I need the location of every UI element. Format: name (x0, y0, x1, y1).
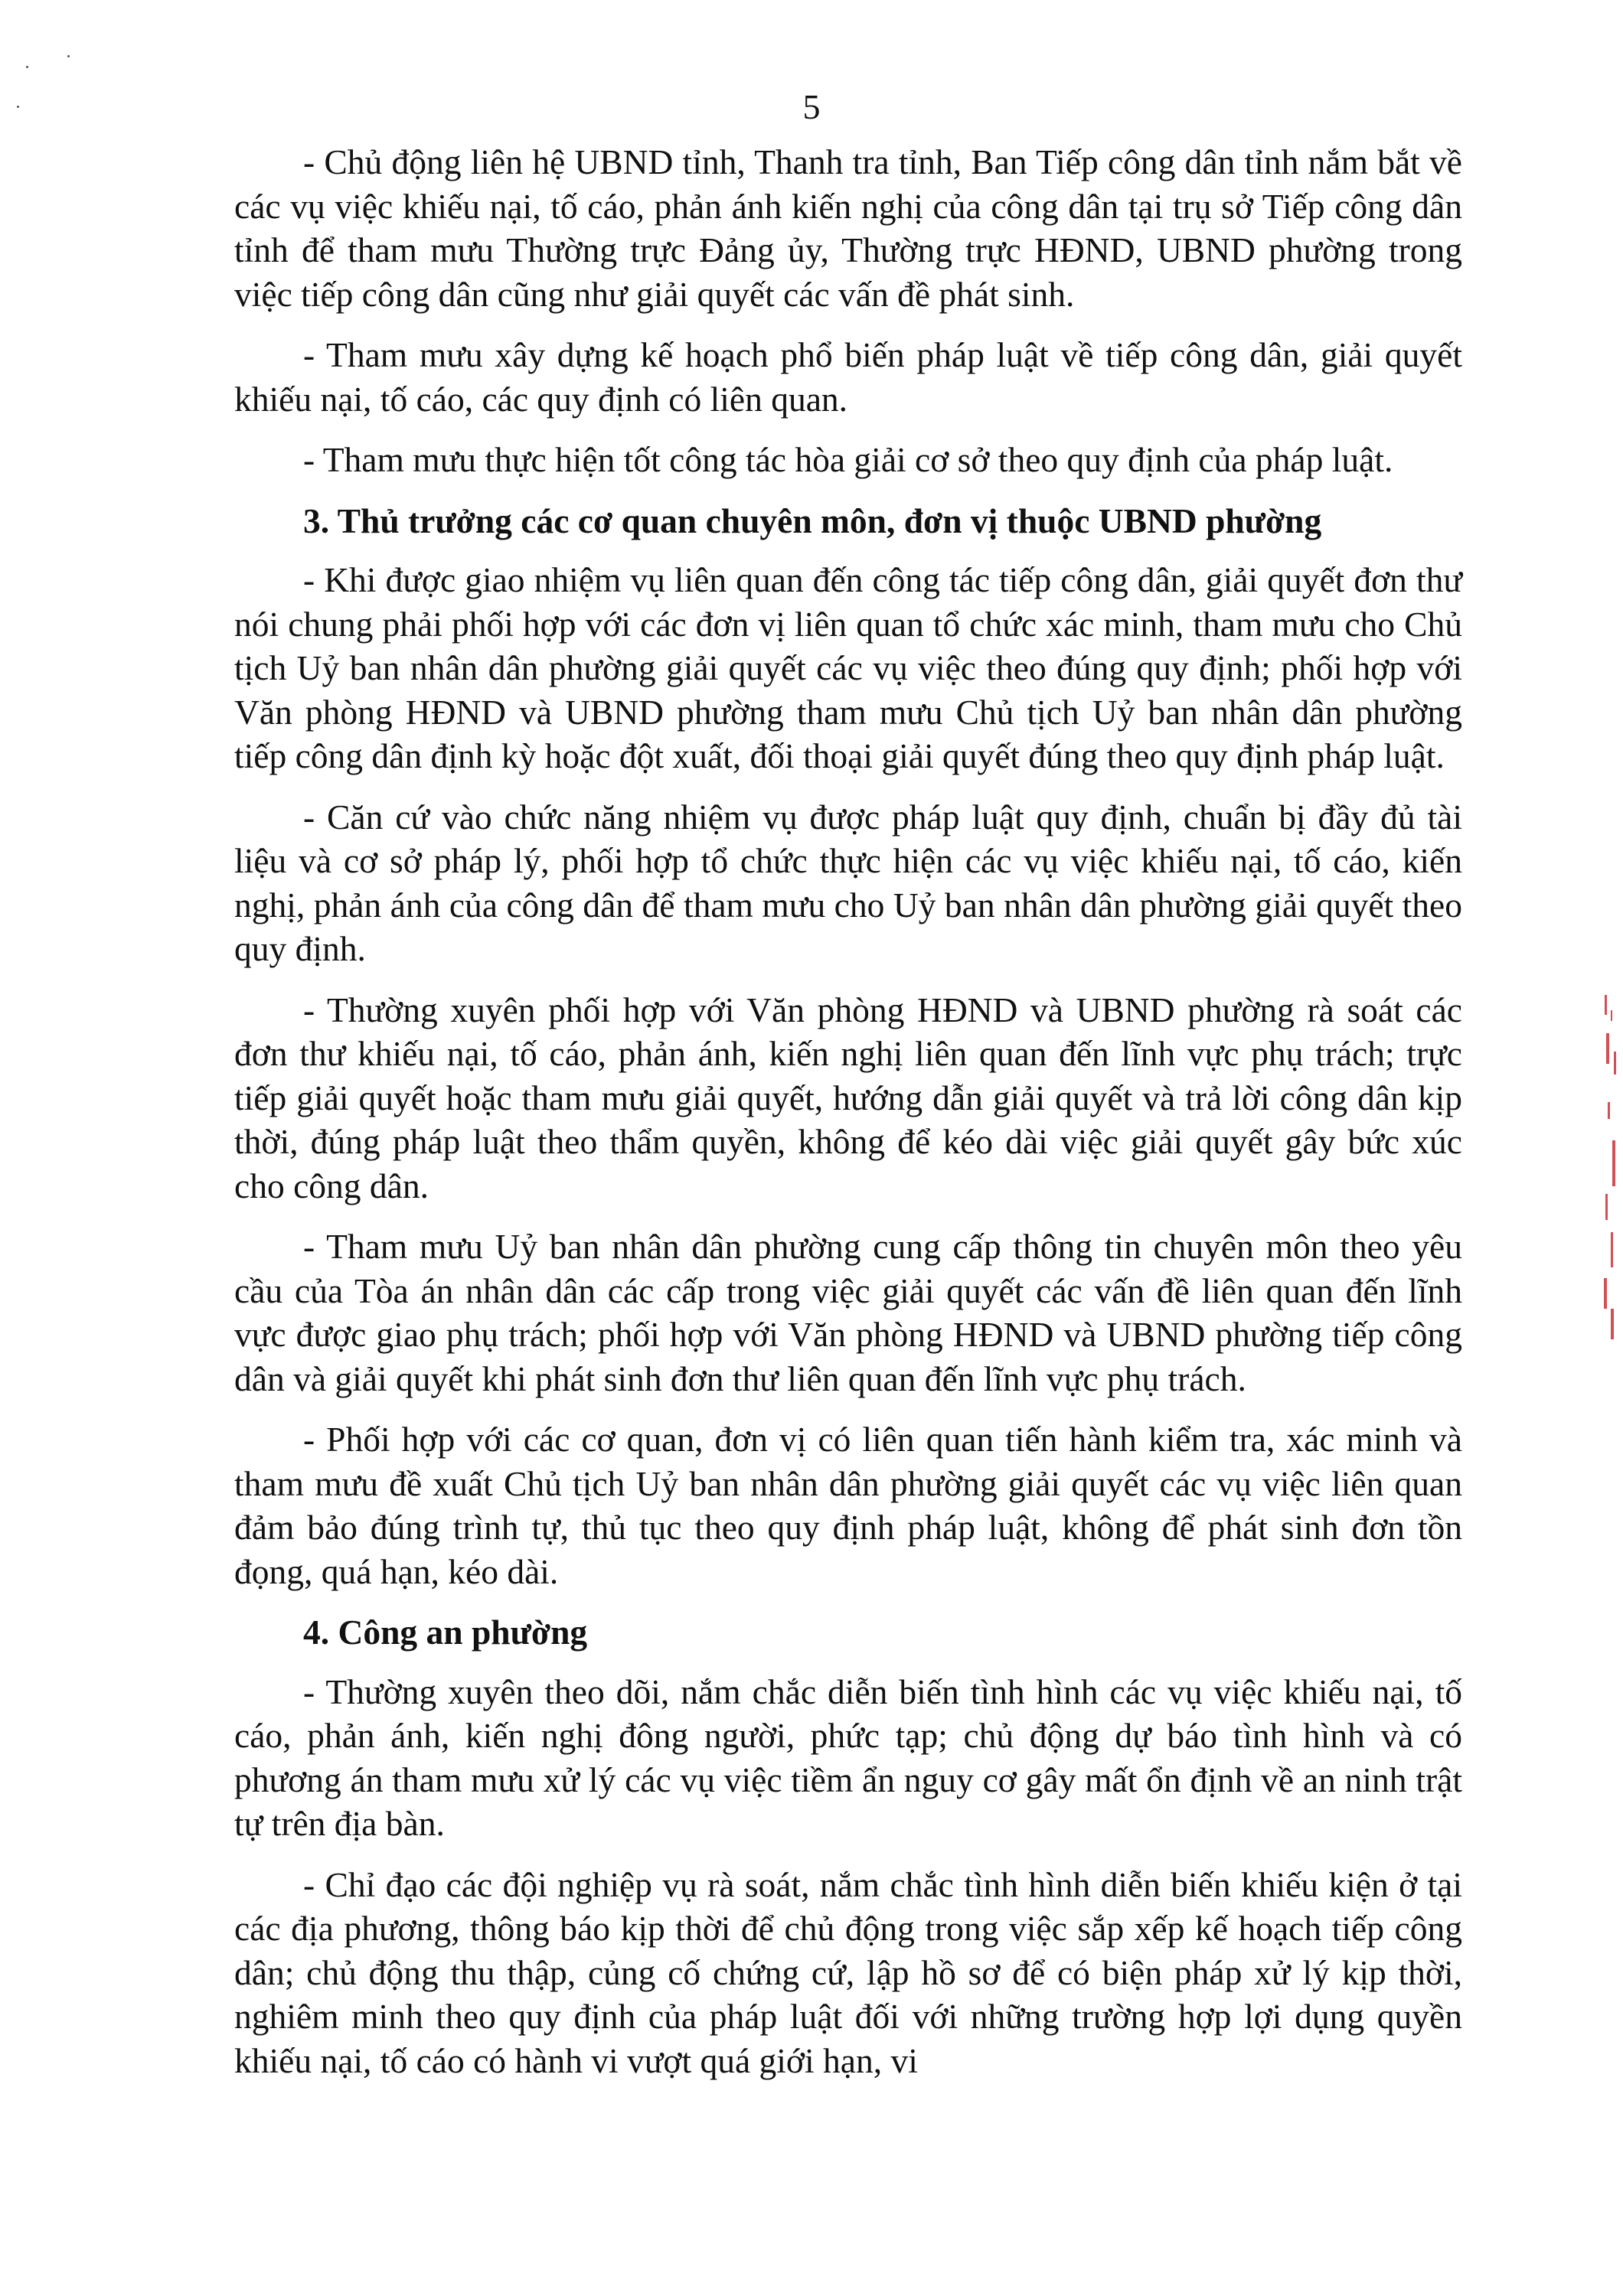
section-heading: 4. Công an phường (303, 1613, 588, 1652)
body-paragraph: - Căn cứ vào chức năng nhiệm vụ được pháp luật quy định, chuẩn bị đầy đủ tài liệu và cơ sở pháp lý, phối hợp tổ chức thực hiện các vụ việc khiếu nại, tố cáo, kiến nghị, phản ánh của công dân để tham mưu cho Uỷ ban nhân dân phường giải quyết theo quy định. (234, 797, 1462, 968)
body-paragraph: - Tham mưu thực hiện tốt công tác hòa giải cơ sở theo quy định của pháp luật. (303, 440, 1393, 479)
document-body (234, 140, 1462, 2099)
body-paragraph: - Thường xuyên phối hợp với Văn phòng HĐND và UBND phường rà soát các đơn thư khiếu nại, tố cáo, phản ánh, kiến nghị liên quan đến lĩnh vực phụ trách; trực tiếp giải quyết hoặc tham mưu giải quyết, hướng dẫn giải quyết và trả lời công dân kịp thời, đúng pháp luật theo thẩm quyền, không để kéo dài việc giải quyết gây bức xúc cho công dân. (234, 990, 1462, 1205)
section-heading: 3. Thủ trưởng các cơ quan chuyên môn, đơn vị thuộc UBND phường (303, 501, 1322, 540)
seal-stamp-edge-icon (1602, 987, 1621, 1347)
body-paragraph: - Thường xuyên theo dõi, nắm chắc diễn biến tình hình các vụ việc khiếu nại, tố cáo, phản ánh, kiến nghị đông người, phức tạp; chủ động dự báo tình hình và có phương án tham mưu xử lý các vụ việc tiềm ẩn nguy cơ gây mất ổn định về an ninh trật tự trên địa bàn. (234, 1671, 1462, 1843)
body-paragraph: - Khi được giao nhiệm vụ liên quan đến công tác tiếp công dân, giải quyết đơn thư nói chung phải phối hợp với các đơn vị liên quan tổ chức xác minh, tham mưu cho Chủ tịch Uỷ ban nhân dân phường giải quyết các vụ việc theo đúng quy định; phối hợp với Văn phòng HĐND và UBND phường tham mưu Chủ tịch Uỷ ban nhân dân phường tiếp công dân định kỳ hoặc đột xuất, đối thoại giải quyết đúng theo quy định pháp luật. (234, 560, 1462, 775)
body-paragraph: - Tham mưu xây dựng kế hoạch phổ biến pháp luật về tiếp công dân, giải quyết khiếu nại, tố cáo, các quy định có liên quan. (234, 335, 1462, 419)
body-paragraph: - Tham mưu Uỷ ban nhân dân phường cung cấp thông tin chuyên môn theo yêu cầu của Tòa án nhân dân các cấp trong việc giải quyết các vấn đề liên quan đến lĩnh vực được giao phụ trách; phối hợp với Văn phòng HĐND và UBND phường tiếp công dân và giải quyết khi phát sinh đơn thư liên quan đến lĩnh vực phụ trách. (234, 1227, 1462, 1398)
body-paragraph: - Phối hợp với các cơ quan, đơn vị có liên quan tiến hành kiểm tra, xác minh và tham mưu đề xuất Chủ tịch Uỷ ban nhân dân phường giải quyết các vụ việc liên quan đảm bảo đúng trình tự, thủ tục theo quy định pháp luật, không để phát sinh đơn tồn đọng, quá hạn, kéo dài. (234, 1420, 1462, 1591)
body-paragraph: - Chỉ đạo các đội nghiệp vụ rà soát, nắm chắc tình hình diễn biến khiếu kiện ở tại các địa phương, thông báo kịp thời để chủ động trong việc sắp xếp kế hoạch tiếp công dân; chủ động thu thập, củng cố chứng cứ, lập hồ sơ để có biện pháp xử lý kịp thời, nghiêm minh theo quy định của pháp luật đối với những trường hợp lợi dụng quyền khiếu nại, tố cáo có hành vi vượt quá giới hạn, vi (234, 1864, 1462, 2080)
scan-speck (26, 66, 28, 68)
body-paragraph: - Chủ động liên hệ UBND tỉnh, Thanh tra tỉnh, Ban Tiếp công dân tỉnh nắm bắt về các vụ việc khiếu nại, tố cáo, phản ánh kiến nghị của công dân tại trụ sở Tiếp công dân tỉnh để tham mưu Thường trực Đảng ủy, Thường trực HĐND, UBND phường trong việc tiếp công dân cũng như giải quyết các vấn đề phát sinh. (234, 142, 1462, 314)
page-number: 5 (802, 87, 821, 126)
scan-speck (67, 55, 70, 57)
